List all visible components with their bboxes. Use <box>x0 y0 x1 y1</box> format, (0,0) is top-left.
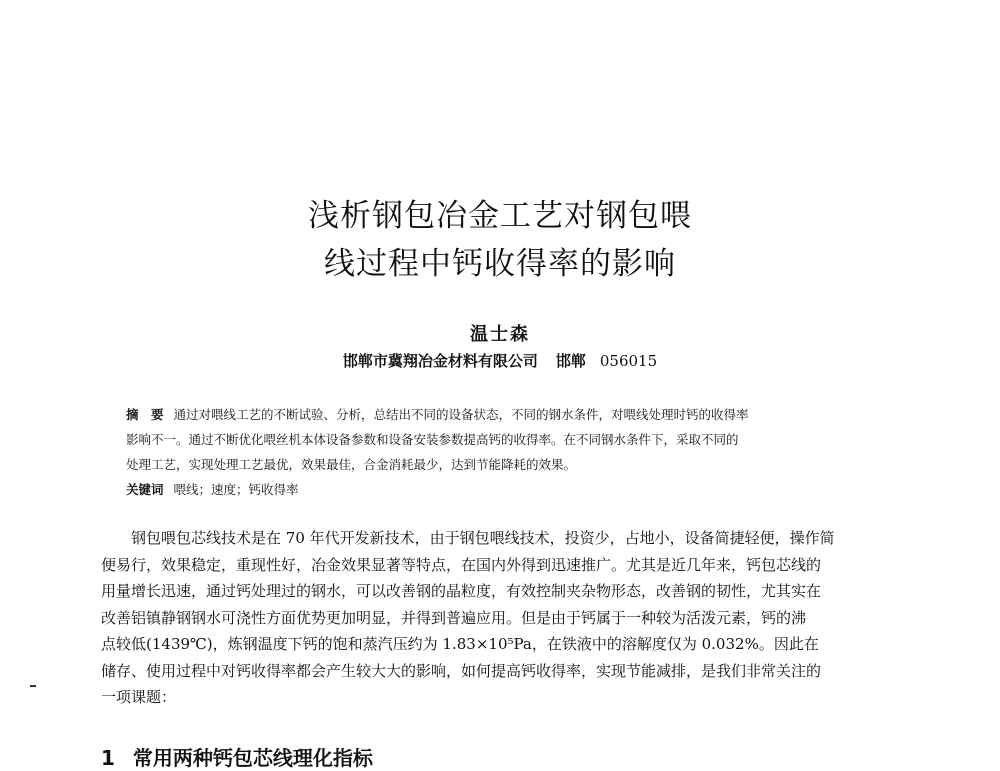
abstract-line <box>126 402 886 427</box>
keywords-label: 关键词 <box>126 482 164 497</box>
body-line: 改善铝镇静钢钢水可浇性方面优势更加明显，并得到普遍应用。但是由于钙属于一种较为活泼元素，钙的沸 <box>101 608 807 627</box>
section-number: 1 <box>101 746 115 770</box>
paper-title-line-1: 浅析钢包冶金工艺对钢包喂 <box>308 198 692 234</box>
abstract-block <box>126 402 886 502</box>
section-title: 常用两种钙包芯线理化指标 <box>132 746 373 770</box>
abstract-text-2: 影响不一。通过不断优化喂丝机本体设备参数和设备安装参数提高钙的收得率。在不同钢水条件下，采取不同的 <box>126 432 739 447</box>
abstract-text-3: 处理工艺，实现处理工艺最优，效果最佳，合金消耗最少，达到节能降耗的效果。 <box>126 457 577 472</box>
body-line: 钢包喂包芯线技术是在 70 年代开发新技术，由于钢包喂线技术，投资少，占地小，设备简捷轻便，操作简 <box>131 529 835 547</box>
body-line: 点较低(1439℃)，炼钢温度下钙的饱和蒸汽压约为 1.83×10⁵Pa，在铁液中的溶解度仅为 0.032%。因此在 <box>101 635 819 653</box>
abstract-text-1: 通过对喂线工艺的不断试验、分析，总结出不同的设备状态，不同的钢水条件，对喂线处理时钙的收得率 <box>173 407 749 422</box>
body-line: 一项课题： <box>101 688 177 706</box>
paper-title-line-2: 线过程中钙收得率的影响 <box>324 246 676 282</box>
abstract-line <box>126 427 886 452</box>
scan-speck <box>30 685 36 687</box>
body-paragraph <box>101 525 911 711</box>
body-line: 储存、使用过程中对钙收得率都会产生较大大的影响，如何提高钙收得率，实现节能减排，是我们非常关注的 <box>101 661 822 680</box>
keywords-text: 喂线；速度；钙收得率 <box>173 482 299 497</box>
section-heading <box>101 742 373 771</box>
body-line: 便易行，效果稳定，重现性好，冶金效果显著等特点，在国内外得到迅速推广。尤其是近几年来，钙包芯线的 <box>101 555 822 574</box>
affiliation-city: 邯郸 <box>555 352 586 370</box>
affiliation-postcode: 056015 <box>599 352 658 370</box>
abstract-label: 摘 要 <box>126 407 164 422</box>
affiliation-org: 邯郸市冀翔冶金材料有限公司 <box>342 352 538 370</box>
author-name: 温士森 <box>470 324 530 345</box>
affiliation <box>0 350 1000 371</box>
keywords-line <box>126 477 886 502</box>
abstract-line <box>126 452 886 477</box>
body-line: 用量增长迅速，通过钙处理过的钢水，可以改善钢的晶粒度，有效控制夹杂物形态，改善钢的韧性，尤其实在 <box>101 582 822 600</box>
